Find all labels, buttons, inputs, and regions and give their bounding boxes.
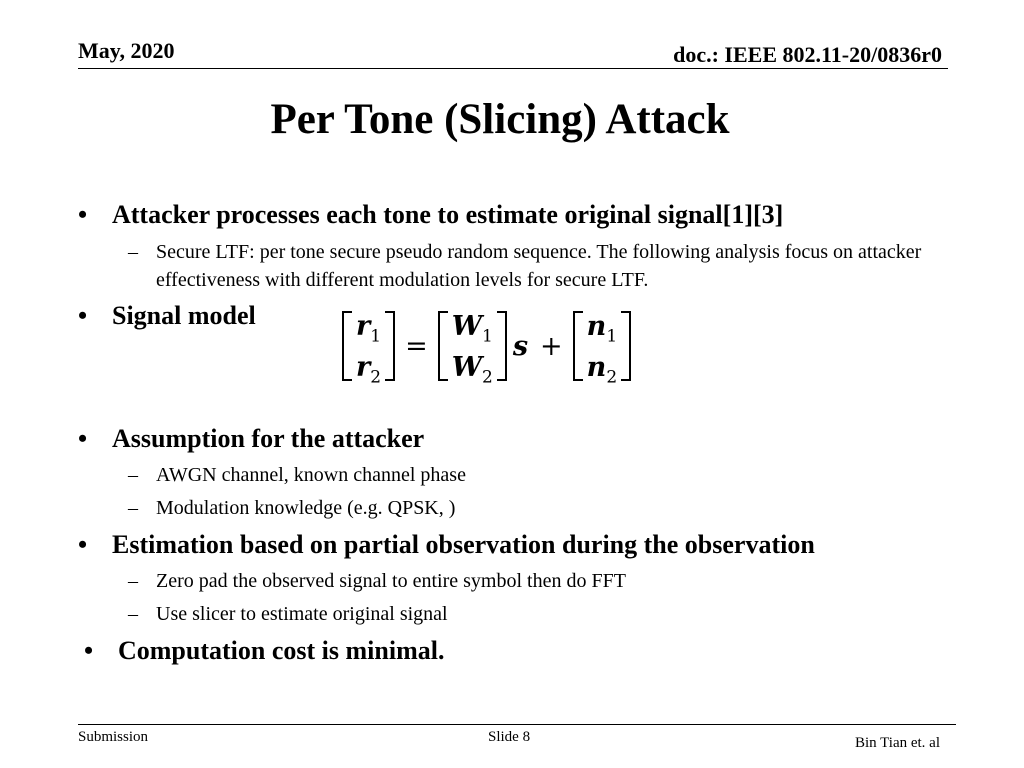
equals-sign: = (405, 330, 428, 362)
dash-glyph: – (128, 464, 138, 486)
bullet-5-text: Computation cost is minimal. (118, 636, 445, 665)
bullet-2-text: Signal model (112, 301, 256, 330)
header-rule (78, 68, 948, 69)
bullet-2 (78, 301, 256, 331)
bullet-4-sub-2-text: Use slicer to estimate original signal (156, 603, 448, 625)
dash-glyph: – (128, 570, 138, 592)
bullet-3-sub-2-text: Modulation knowledge (e.g. QPSK, ) (156, 497, 456, 519)
bullet-glyph: • (78, 200, 88, 229)
header-doc-id: doc.: IEEE 802.11-20/0836r0 (673, 42, 942, 67)
bullet-3-sub-1 (128, 461, 958, 489)
header-date: May, 2020 (78, 38, 175, 63)
bullet-4 (78, 530, 815, 560)
bullet-glyph: • (78, 530, 88, 559)
noise-vector (573, 311, 631, 388)
w1-term: $W_1$ (451, 311, 493, 347)
bullet-glyph: • (78, 301, 88, 330)
bullet-5 (84, 636, 444, 666)
bullet-4-sub-1 (128, 567, 958, 595)
footer-slide-number: Slide 8 (488, 729, 531, 745)
received-vector (342, 311, 395, 388)
bullet-1-text: Attacker processes each tone to estimate original signal[1][3] (112, 200, 784, 229)
bullet-3 (78, 424, 424, 454)
weight-vector (438, 311, 507, 388)
footer-rule (78, 724, 956, 725)
r2-term: $r_2$ (356, 352, 382, 388)
bullet-3-text: Assumption for the attacker (112, 424, 425, 453)
bullet-4-text: Estimation based on partial observation during the observation (112, 530, 815, 559)
n1-term: $n_1$ (586, 311, 618, 347)
plus-sign: + (540, 330, 563, 362)
bullet-glyph: • (84, 636, 94, 665)
bullet-glyph: • (78, 424, 88, 453)
w2-term: $W_2$ (451, 352, 493, 388)
bullet-1 (78, 200, 783, 230)
bullet-3-sub-1-text: AWGN channel, known channel phase (156, 464, 466, 486)
bullet-4-sub-1-text: Zero pad the observed signal to entire symbol then do FFT (156, 570, 626, 592)
bullet-1-sub-1 (128, 238, 958, 294)
dash-glyph: – (128, 497, 138, 519)
dash-glyph: – (128, 603, 138, 625)
bullet-4-sub-2 (128, 600, 958, 628)
signal-model-equation (340, 310, 633, 388)
footer-submission: Submission (78, 729, 149, 745)
bullet-3-sub-2 (128, 494, 958, 522)
dash-glyph: – (128, 241, 138, 263)
s-term: s (512, 330, 529, 362)
bullet-1-sub-1-text: Secure LTF: per tone secure pseudo random sequence. The following analysis focus on attacker effectiveness with different modulation levels for secure LTF. (156, 241, 922, 291)
r1-term: $r_1$ (356, 311, 382, 347)
slide-title: Per Tone (Slicing) Attack (270, 96, 730, 143)
n2-term: $n_2$ (586, 352, 618, 388)
footer-author: Bin Tian et. al (854, 735, 940, 751)
